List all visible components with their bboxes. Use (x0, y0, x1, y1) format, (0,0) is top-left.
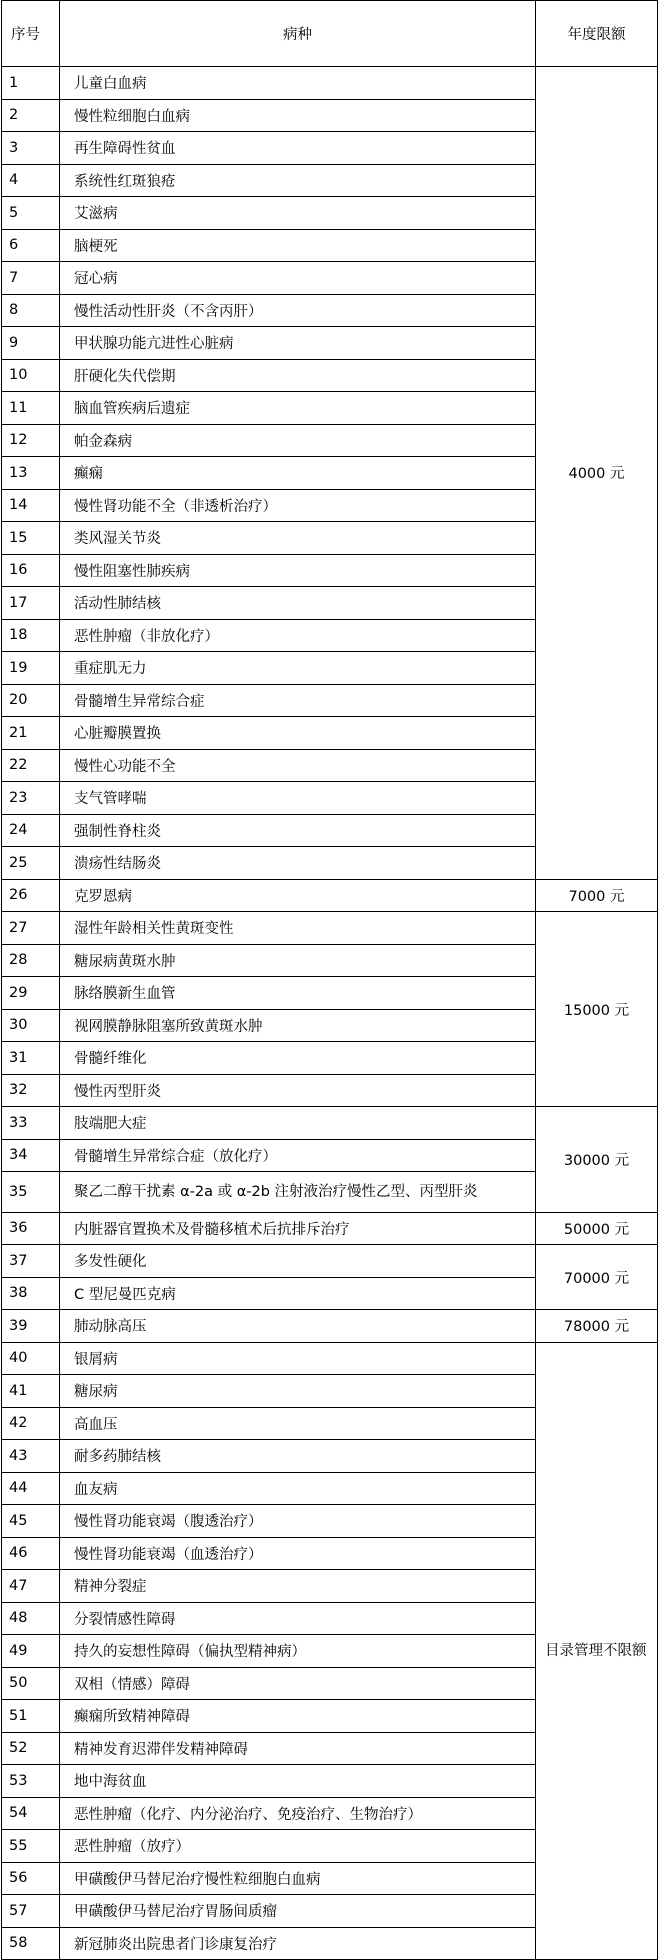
row-seq: 24 (2, 814, 60, 847)
header-row (2, 1, 658, 67)
row-disease: 骨髓增生异常综合症（放化疗） (60, 1139, 536, 1172)
row-seq: 36 (2, 1212, 60, 1245)
table-row (2, 67, 658, 100)
table-row (2, 912, 658, 945)
row-disease: C 型尼曼匹克病 (60, 1277, 536, 1310)
row-disease: 心脏瓣膜置换 (60, 717, 536, 750)
row-seq: 57 (2, 1895, 60, 1928)
row-seq: 41 (2, 1375, 60, 1408)
row-seq: 39 (2, 1310, 60, 1343)
row-disease: 肢端肥大症 (60, 1107, 536, 1140)
row-seq: 21 (2, 717, 60, 750)
row-disease: 恶性肿瘤（化疗、内分泌治疗、免疫治疗、生物治疗） (60, 1797, 536, 1830)
row-disease: 支气管哮喘 (60, 782, 536, 815)
table-body (2, 67, 658, 1960)
row-disease: 肺动脉高压 (60, 1310, 536, 1343)
row-seq: 30 (2, 1009, 60, 1042)
row-disease: 再生障碍性贫血 (60, 132, 536, 165)
row-seq: 52 (2, 1732, 60, 1765)
row-disease: 儿童白血病 (60, 67, 536, 100)
row-seq: 44 (2, 1472, 60, 1505)
table-row (2, 1342, 658, 1375)
row-disease: 精神分裂症 (60, 1570, 536, 1603)
row-disease: 艾滋病 (60, 197, 536, 230)
table-row (2, 1107, 658, 1140)
row-disease: 高血压 (60, 1407, 536, 1440)
row-disease: 恶性肿瘤（非放化疗） (60, 619, 536, 652)
row-seq: 7 (2, 262, 60, 295)
row-disease: 慢性肾功能不全（非透析治疗） (60, 489, 536, 522)
row-disease: 骨髓增生异常综合症 (60, 684, 536, 717)
row-annual-limit: 4000 元 (536, 67, 658, 880)
row-seq: 40 (2, 1342, 60, 1375)
row-seq: 17 (2, 587, 60, 620)
row-seq: 35 (2, 1172, 60, 1213)
row-seq: 55 (2, 1830, 60, 1863)
row-seq: 1 (2, 67, 60, 100)
row-seq: 3 (2, 132, 60, 165)
row-disease: 血友病 (60, 1472, 536, 1505)
row-seq: 10 (2, 359, 60, 392)
row-seq: 20 (2, 684, 60, 717)
row-seq: 42 (2, 1407, 60, 1440)
row-seq: 58 (2, 1927, 60, 1960)
row-disease: 强制性脊柱炎 (60, 814, 536, 847)
row-annual-limit: 7000 元 (536, 879, 658, 912)
row-seq: 22 (2, 749, 60, 782)
row-disease: 耐多药肺结核 (60, 1440, 536, 1473)
row-seq: 27 (2, 912, 60, 945)
row-disease: 溃疡性结肠炎 (60, 847, 536, 880)
row-seq: 51 (2, 1700, 60, 1733)
row-seq: 34 (2, 1139, 60, 1172)
row-disease: 帕金森病 (60, 424, 536, 457)
row-disease: 慢性活动性肝炎（不含丙肝） (60, 294, 536, 327)
row-annual-limit: 70000 元 (536, 1245, 658, 1310)
row-seq: 12 (2, 424, 60, 457)
row-seq: 13 (2, 457, 60, 490)
row-seq: 31 (2, 1042, 60, 1075)
row-disease: 糖尿病黄斑水肿 (60, 944, 536, 977)
row-seq: 2 (2, 99, 60, 132)
row-disease: 肝硬化失代偿期 (60, 359, 536, 392)
row-disease: 克罗恩病 (60, 879, 536, 912)
header-disease: 病种 (60, 1, 536, 67)
row-disease: 聚乙二醇干扰素 α-2a 或 α-2b 注射液治疗慢性乙型、丙型肝炎 (60, 1172, 536, 1213)
table-row (2, 1310, 658, 1343)
row-seq: 45 (2, 1505, 60, 1538)
row-annual-limit: 15000 元 (536, 912, 658, 1107)
row-seq: 9 (2, 327, 60, 360)
row-seq: 38 (2, 1277, 60, 1310)
row-seq: 28 (2, 944, 60, 977)
row-disease: 精神发育迟滞伴发精神障碍 (60, 1732, 536, 1765)
row-disease: 脑梗死 (60, 229, 536, 262)
row-disease: 类风湿关节炎 (60, 522, 536, 555)
row-disease: 慢性丙型肝炎 (60, 1074, 536, 1107)
row-seq: 43 (2, 1440, 60, 1473)
row-disease: 糖尿病 (60, 1375, 536, 1408)
row-seq: 6 (2, 229, 60, 262)
table-row (2, 1245, 658, 1278)
row-seq: 32 (2, 1074, 60, 1107)
header-limit: 年度限额 (536, 1, 658, 67)
row-disease: 新冠肺炎出院患者门诊康复治疗 (60, 1927, 536, 1960)
row-seq: 29 (2, 977, 60, 1010)
row-seq: 19 (2, 652, 60, 685)
row-seq: 14 (2, 489, 60, 522)
row-disease: 银屑病 (60, 1342, 536, 1375)
row-seq: 16 (2, 554, 60, 587)
row-disease: 重症肌无力 (60, 652, 536, 685)
row-seq: 26 (2, 879, 60, 912)
row-disease: 脑血管疾病后遗症 (60, 392, 536, 425)
row-seq: 37 (2, 1245, 60, 1278)
row-seq: 48 (2, 1602, 60, 1635)
row-disease: 慢性心功能不全 (60, 749, 536, 782)
row-disease: 视网膜静脉阻塞所致黄斑水肿 (60, 1009, 536, 1042)
row-seq: 50 (2, 1667, 60, 1700)
row-disease: 脉络膜新生血管 (60, 977, 536, 1010)
row-annual-limit: 目录管理不限额 (536, 1342, 658, 1960)
row-annual-limit: 78000 元 (536, 1310, 658, 1343)
row-disease: 甲磺酸伊马替尼治疗慢性粒细胞白血病 (60, 1862, 536, 1895)
row-disease: 冠心病 (60, 262, 536, 295)
row-disease: 持久的妄想性障碍（偏执型精神病） (60, 1635, 536, 1668)
row-seq: 54 (2, 1797, 60, 1830)
row-disease: 慢性阻塞性肺疾病 (60, 554, 536, 587)
row-seq: 15 (2, 522, 60, 555)
row-disease: 恶性肿瘤（放疗） (60, 1830, 536, 1863)
row-seq: 53 (2, 1765, 60, 1798)
disease-limit-table (1, 0, 658, 1960)
table-row (2, 1212, 658, 1245)
row-seq: 18 (2, 619, 60, 652)
row-seq: 5 (2, 197, 60, 230)
table-row (2, 879, 658, 912)
row-disease: 活动性肺结核 (60, 587, 536, 620)
row-seq: 46 (2, 1537, 60, 1570)
row-annual-limit: 30000 元 (536, 1107, 658, 1213)
row-disease: 系统性红斑狼疮 (60, 164, 536, 197)
row-disease: 甲磺酸伊马替尼治疗胃肠间质瘤 (60, 1895, 536, 1928)
row-seq: 47 (2, 1570, 60, 1603)
row-disease: 甲状腺功能亢进性心脏病 (60, 327, 536, 360)
row-disease: 癫痫 (60, 457, 536, 490)
row-seq: 11 (2, 392, 60, 425)
row-seq: 4 (2, 164, 60, 197)
row-seq: 25 (2, 847, 60, 880)
row-annual-limit: 50000 元 (536, 1212, 658, 1245)
row-seq: 49 (2, 1635, 60, 1668)
row-disease: 多发性硬化 (60, 1245, 536, 1278)
row-disease: 骨髓纤维化 (60, 1042, 536, 1075)
row-seq: 56 (2, 1862, 60, 1895)
row-disease: 慢性肾功能衰竭（血透治疗） (60, 1537, 536, 1570)
row-disease: 内脏器官置换术及骨髓移植术后抗排斥治疗 (60, 1212, 536, 1245)
row-disease: 癫痫所致精神障碍 (60, 1700, 536, 1733)
row-disease: 地中海贫血 (60, 1765, 536, 1798)
row-disease: 双相（情感）障碍 (60, 1667, 536, 1700)
row-seq: 8 (2, 294, 60, 327)
row-seq: 33 (2, 1107, 60, 1140)
row-seq: 23 (2, 782, 60, 815)
row-disease: 慢性粒细胞白血病 (60, 99, 536, 132)
row-disease: 慢性肾功能衰竭（腹透治疗） (60, 1505, 536, 1538)
row-disease: 湿性年龄相关性黄斑变性 (60, 912, 536, 945)
row-disease: 分裂情感性障碍 (60, 1602, 536, 1635)
header-seq: 序号 (2, 1, 60, 67)
